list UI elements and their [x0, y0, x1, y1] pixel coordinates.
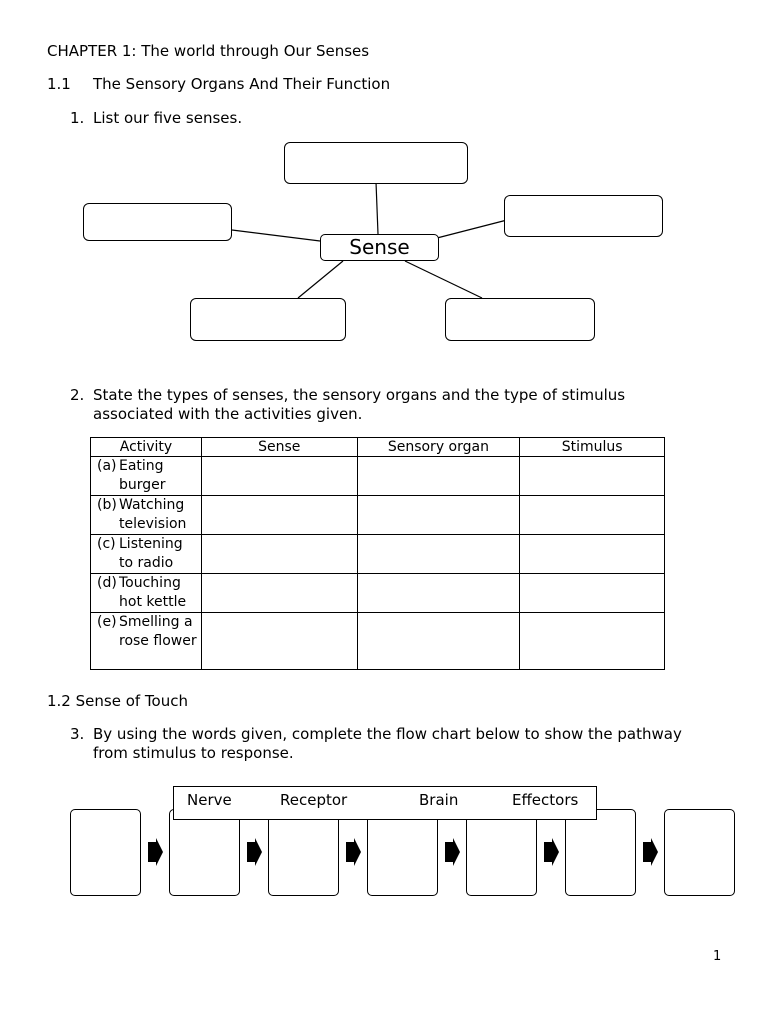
arrow-right-icon — [445, 838, 460, 866]
row-label: (b) — [97, 497, 117, 513]
activity-text: Watching television — [119, 497, 187, 532]
question-1-text: List our five senses. — [93, 109, 243, 127]
row-label: (a) — [97, 458, 117, 474]
page-number: 1 — [713, 949, 722, 964]
word-bank-nerve: Nerve — [187, 791, 232, 809]
arrow-right-icon — [148, 838, 163, 866]
question-1-number: 1. — [70, 109, 85, 127]
word-bank-effectors: Effectors — [512, 791, 579, 809]
chapter-title: CHAPTER 1: The world through Our Senses — [47, 42, 370, 60]
question-2-line-2: associated with the activities given. — [93, 405, 363, 423]
activity-text: Eating burger — [119, 458, 166, 493]
section-1-2-title: 1.2 Sense of Touch — [47, 692, 188, 710]
arrow-right-icon — [643, 838, 658, 866]
activity-text: Touching hot kettle — [119, 575, 187, 610]
header-activity: Activity — [91, 438, 202, 457]
header-sense: Sense — [201, 438, 357, 457]
question-2-number: 2. — [70, 386, 85, 404]
arrow-right-icon — [544, 838, 559, 866]
word-bank-receptor: Receptor — [280, 791, 348, 809]
word-bank-brain: Brain — [419, 791, 459, 809]
row-label: (e) — [97, 614, 117, 630]
header-sensory-organ: Sensory organ — [357, 438, 520, 457]
activity-text: Smelling a rose flower — [119, 614, 197, 649]
row-label: (d) — [97, 575, 117, 591]
row-label: (c) — [97, 536, 116, 552]
header-stimulus: Stimulus — [520, 438, 665, 457]
section-1-1-number: 1.1 — [47, 75, 71, 93]
question-3-line-1: By using the words given, complete the flow chart below to show the pathway — [93, 725, 682, 743]
question-3-number: 3. — [70, 725, 85, 743]
question-2-line-1: State the types of senses, the sensory organs and the type of stimulus — [93, 386, 626, 404]
word-bank — [173, 786, 597, 820]
section-1-1-title: The Sensory Organs And Their Function — [93, 75, 391, 93]
arrow-right-icon — [346, 838, 361, 866]
arrow-right-icon — [247, 838, 262, 866]
activity-text: Listening to radio — [119, 536, 183, 571]
sense-center-node: Sense — [320, 234, 439, 261]
question-3-line-2: from stimulus to response. — [93, 744, 294, 762]
